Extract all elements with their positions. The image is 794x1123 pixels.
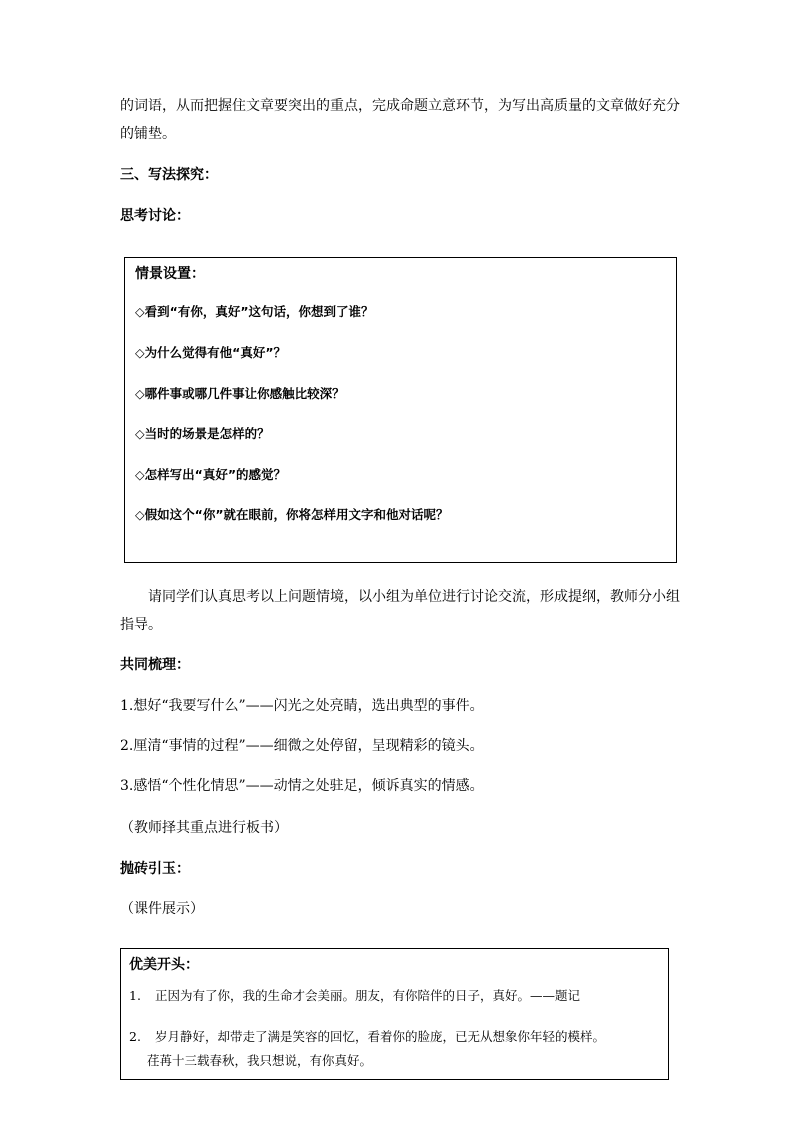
intro-line-2: 的铺垫。 bbox=[120, 126, 176, 142]
summary-title: 共同梳理： bbox=[120, 657, 190, 673]
intro-line-1: 的词语，从而把握住文章要突出的重点，完成命题立意环节，为写出高质量的文章做好充分 bbox=[120, 98, 680, 114]
opening-box-title: 优美开头： bbox=[129, 957, 199, 973]
scenario-item-3: ◇哪件事或哪几件事让你感触比较深？ bbox=[135, 386, 345, 401]
instruction-line-1: 请同学们认真思考以上问题情境，以小组为单位进行讨论交流，形成提纲，教师分小组 bbox=[148, 589, 680, 605]
scenario-item-6: ◇假如这个“你”就在眼前，你将怎样用文字和他对话呢？ bbox=[135, 507, 449, 522]
opening-item-2-continuation: 荏苒十三载春秋，我只想说，有你真好。 bbox=[147, 1053, 373, 1068]
courseware-note: （课件展示） bbox=[120, 901, 204, 917]
opening-box bbox=[120, 948, 669, 1080]
opening-item-2 bbox=[129, 1028, 605, 1046]
section-3-title: 三、写法探究： bbox=[120, 167, 218, 183]
board-note: （教师择其重点进行板书） bbox=[120, 820, 288, 836]
scenario-item-4: ◇当时的场景是怎样的？ bbox=[135, 426, 270, 441]
summary-item-1: 1.想好“我要写什么”——闪光之处亮睛，选出典型的事件。 bbox=[120, 698, 484, 714]
opening-item-2-text-line-1: 岁月静好，却带走了满是笑容的回忆，看着你的脸庞，已无从想象你年轻的模样。 bbox=[155, 1029, 606, 1044]
scenario-box-title: 情景设置： bbox=[135, 266, 205, 282]
scenario-item-2: ◇为什么觉得有他“真好”？ bbox=[135, 345, 287, 360]
opening-item-1-number: 1. bbox=[129, 988, 141, 1003]
opening-item-1 bbox=[129, 987, 580, 1005]
instruction-line-2: 指导。 bbox=[120, 617, 162, 633]
scenario-item-5: ◇怎样写出“真好”的感觉？ bbox=[135, 467, 287, 482]
summary-item-3: 3.感悟“个性化情思”——动情之处驻足，倾诉真实的情感。 bbox=[120, 778, 484, 794]
summary-item-2: 2.厘清“事情的过程”——细微之处停留，呈现精彩的镜头。 bbox=[120, 738, 484, 754]
discussion-title: 思考讨论： bbox=[120, 208, 190, 224]
opening-item-2-number: 2. bbox=[129, 1029, 141, 1044]
example-title: 抛砖引玉： bbox=[120, 861, 190, 877]
scenario-box bbox=[124, 257, 677, 563]
opening-item-1-text: 正因为有了你，我的生命才会美丽。朋友，有你陪伴的日子，真好。——题记 bbox=[155, 988, 581, 1003]
scenario-item-1: ◇看到“有你，真好”这句话，你想到了谁？ bbox=[135, 304, 374, 319]
